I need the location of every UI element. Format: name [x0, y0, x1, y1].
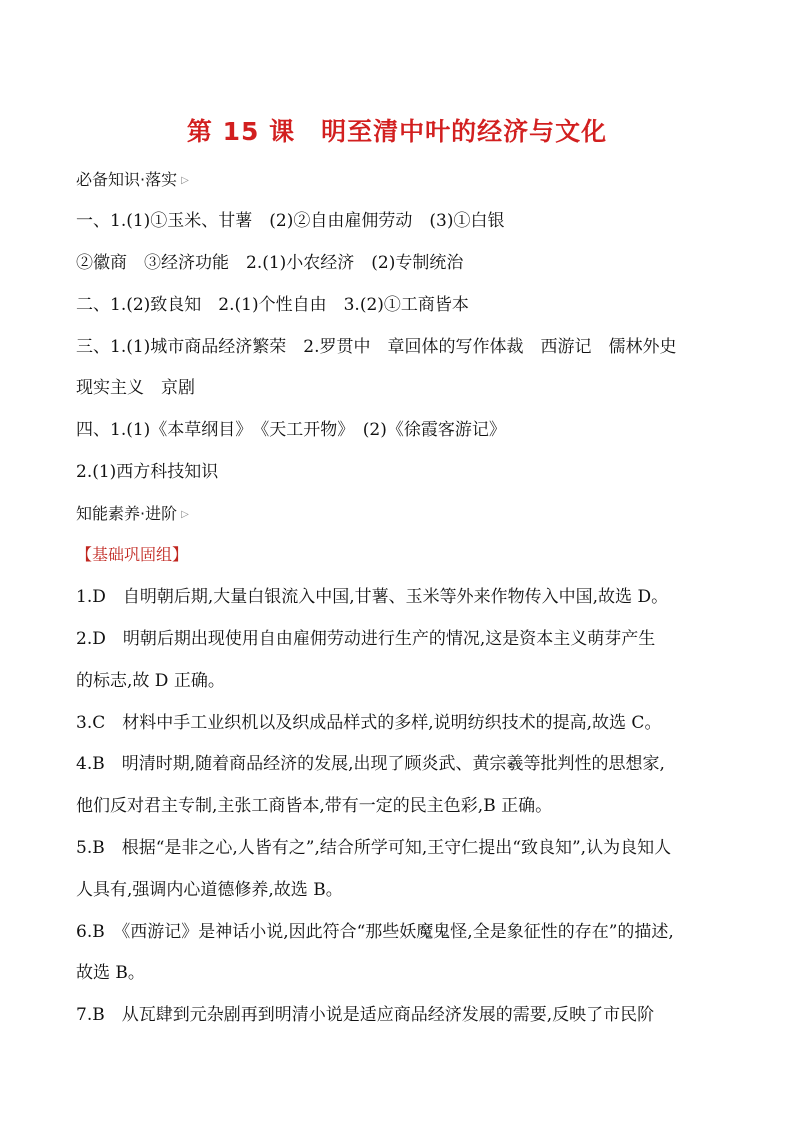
section-label: 知能素养·进阶	[76, 504, 178, 523]
page-title: 第 15 课 明至清中叶的经济与文化	[186, 117, 608, 146]
answer-line: ②徽商 ③经济功能 2.(1)小农经济 (2)专制统治	[76, 253, 464, 273]
explanation-line: 故选 B。	[76, 963, 145, 983]
explanation-line: 2.D 明朝后期出现使用自由雇佣劳动进行生产的情况,这是资本主义萌芽产生	[76, 629, 656, 649]
section-heading-competency	[76, 502, 736, 526]
explanation-line: 3.C 材料中手工业织机以及织成品样式的多样,说明纺织技术的提高,故选 C。	[76, 713, 662, 733]
answer-line: 二、1.(2)致良知 2.(1)个性自由 3.(2)①工商皆本	[76, 295, 469, 315]
section-label: 必备知识·落实	[76, 170, 178, 189]
answer-line: 现实主义 京剧	[76, 378, 195, 398]
answer-line: 四、1.(1)《本草纲目》 《天工开物》 (2)《徐霞客游记》	[76, 420, 506, 440]
explanation-line: 7.B 从瓦肆到元杂剧再到明清小说是适应商品经济发展的需要,反映了市民阶	[76, 1005, 655, 1025]
explanation-line: 他们反对君主专制,主张工商皆本,带有一定的民主色彩,B 正确。	[76, 796, 553, 816]
explanation-line: 6.B 《西游记》是神话小说,因此符合“那些妖魔鬼怪,全是象征性的存在”的描述,	[76, 922, 674, 942]
explanation-line: 的标志,故 D 正确。	[76, 671, 225, 691]
answer-line: 2.(1)西方科技知识	[76, 462, 219, 482]
arrow-icon: ▷	[181, 508, 189, 520]
section-heading-basic-knowledge	[76, 168, 736, 192]
answer-line: 三、1.(1)城市商品经济繁荣 2.罗贯中 章回体的写作体裁 西游记 儒林外史	[76, 337, 677, 357]
answer-line: 一、1.(1)①玉米、甘薯 (2)②自由雇佣劳动 (3)①白银	[76, 211, 505, 231]
arrow-icon: ▷	[181, 174, 189, 186]
explanation-line: 5.B 根据“是非之心,人皆有之”,结合所学可知,王守仁提出“致良知”,认为良知人	[76, 838, 672, 858]
explanation-line: 4.B 明清时期,随着商品经济的发展,出现了顾炎武、黄宗羲等批判性的思想家,	[76, 754, 665, 774]
explanation-line: 1.D 自明朝后期,大量白银流入中国,甘薯、玉米等外来作物传入中国,故选 D。	[76, 587, 669, 607]
explanation-line: 人具有,强调内心道德修养,故选 B。	[76, 880, 343, 900]
group-label: 【基础巩固组】	[76, 545, 189, 564]
